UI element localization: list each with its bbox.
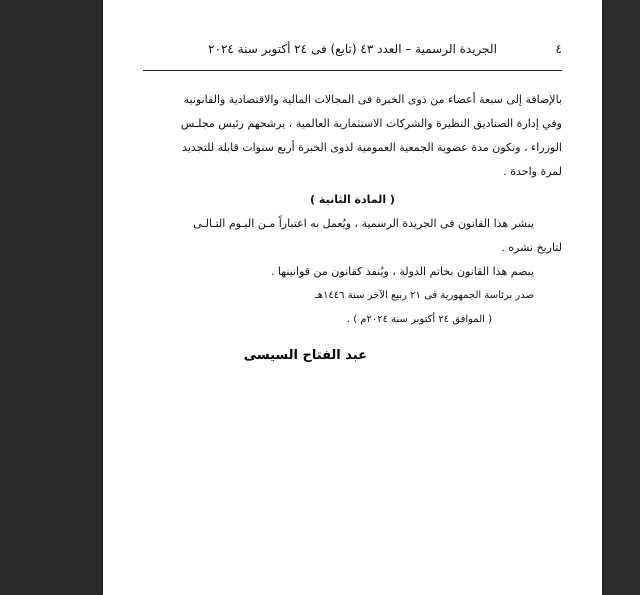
page-header (143, 42, 562, 62)
document-page (103, 0, 602, 595)
header-title: الجريدة الرسمية – العدد ٤٣ (تابع) فى ٢٤ أكتوبر سنة ٢٠٢٤ (208, 42, 497, 56)
viewer-background-right (602, 0, 640, 595)
header-divider (143, 70, 562, 71)
signature: عبد الفتاح السيسى (243, 348, 367, 363)
article-heading: ( المادة الثانية ) (310, 193, 395, 206)
document-body (143, 88, 562, 332)
paragraph-line: ينشر هذا القانون فى الجريدة الرسمية ، ويُعمل به اعتباراً مـن اليـوم التـالـى (193, 217, 534, 230)
page-number: ٤ (555, 42, 562, 56)
paragraph-line: لمرة واحدة . (503, 165, 562, 178)
issued-line: صدر برئاسة الجمهورية فى ٢١ ربيع الآخر سنة ١٤٤٦هـ (314, 290, 534, 301)
viewer-background-left (0, 0, 103, 595)
paragraph-line: يبصم هذا القانون بخاتم الدولة ، ويُنفذ كقانون من قوانينها . (270, 265, 534, 278)
paragraph-line: بالإضافة إلى سبعة أعضاء من ذوى الخبرة فى المجالات المالية والاقتصادية والقانونية (183, 93, 562, 106)
paragraph-line: لتاريخ نشره . (501, 241, 562, 254)
paragraph-line: الوزراء ، وتكون مدة عضوية الجمعية العمومية لذوى الخبرة أربع سنوات قابلة للتجديد (182, 141, 562, 154)
corresponding-date-line: ( الموافق ٢٤ أكتوبر سنة ٢٠٢٤م ) . (346, 314, 492, 325)
paragraph-line: وفي إدارة الصناديق النظيرة والشركات الاستثمارية العالمية ، يرشحهم رئيس مجلـس (180, 117, 562, 130)
